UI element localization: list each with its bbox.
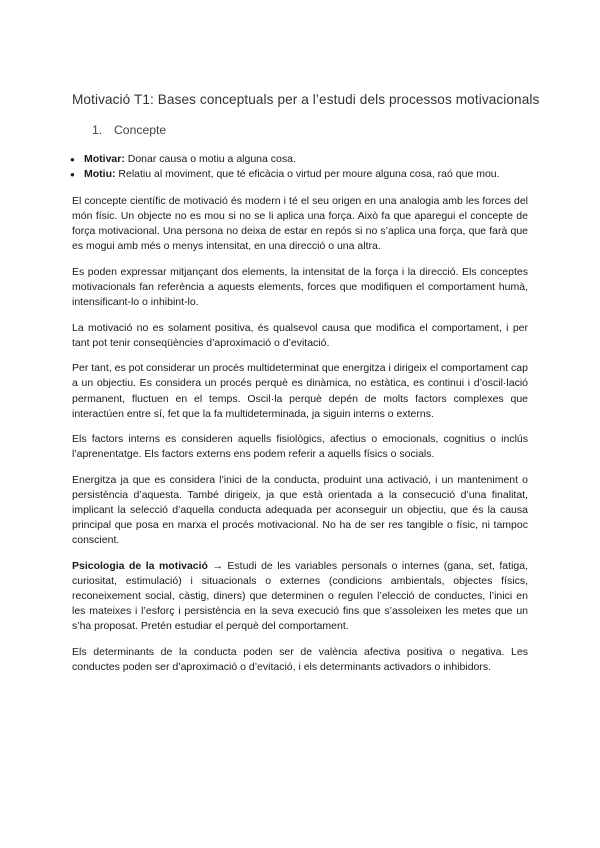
definition-term: Motivar: [84, 153, 125, 165]
definition-text: Relatiu al moviment, que té eficàcia o virtud per moure alguna cosa, raó que mou. [115, 168, 500, 180]
paragraph-concepte-cientific: El concepte científic de motivació és modern i té el seu origen en una analogia amb les forces del món físic. Un objecte no es mou si no se li aplica una força. Això fa que aparegui el concepte de força motivacional. Una persona no deixa de estar en repós si no s’aplica una força, que farà que es mogui amb més o menys intensitat, en una direcció o una altra. [72, 195, 528, 253]
section-title: Concepte [114, 123, 167, 137]
bullet-icon: ● [70, 170, 75, 179]
paragraph-energitza: Energitza ja que es considera l’inici de la conducta, produint una activació, i un manteniment o persistència d’aquesta. També dirigeix, ja que està orientada a la consecució d’una finalitat, implicant la selecció d’aquella conducta adequada per aconseguir un objectiu, que és la causa principal que posa en marxa el procés motivacional. No ha de ser res tangible o físic, ni tampoc conscient. [72, 473, 528, 547]
bullet-icon: ● [70, 155, 75, 164]
paragraph-term-text: → Estudi de les variables personals o internes (gana, set, fatiga, curiositat, estimulació) i situacionals o externes (condicions ambientals, objectes físics, reconeixement social, càstig, diners) que determinen o regulen l’elecció de conductes, l’inici en les mateixes i l’esforç i persistència en la seva execució fins que s’assoleixen les metes que un s’ha proposat. Pretén estudiar el perquè del comportament. [72, 559, 528, 633]
definition-item-motivar [70, 152, 528, 167]
section-heading [92, 123, 528, 137]
paragraph-positiva: La motivació no es solament positiva, és qualsevol causa que modifica el comportament, i per tant pot tenir conseqüències d’aproximació o d’evitació. [72, 321, 528, 349]
paragraph-factors: Els factors interns es consideren aquells fisiològics, afectius o emocionals, cognitius o inclús l’aprenentatge. Els factors externs ens podem referir a aquells físics o socials. [72, 433, 528, 461]
paragraph-psicologia-motivacio [72, 559, 528, 634]
paragraph-proces-multideterminat: Per tant, es pot considerar un procés multideterminat que energitza i dirigeix el comportament cap a un objectiu. Es considera un procés perquè es dinàmica, no estàtica, es continui i d’oscil·lació permanent, fluctuen en el temps. Oscil·la perquè depén de molts factors complexes que interactúen entre sí, fet que la fa multideterminada, ja siguin interns o externs. [72, 362, 528, 420]
paragraph-elements: Es poden expressar mitjançant dos elements, la intensitat de la força i la direcció. Els conceptes motivacionals fan referència a aquests elements, forces que modifiquen el comportament humà, intensificant-lo o inhibint-lo. [72, 265, 528, 309]
document-title: Motivació T1: Bases conceptuals per a l’estudi dels processos motivacionals [72, 92, 540, 107]
definition-item-motiu [70, 167, 528, 182]
paragraph-determinants: Els determinants de la conducta poden ser de valència afectiva positiva o negativa. Les conductes poden ser d’aproximació o d’evitació, i els determinants activadors o inhibidors. [72, 645, 528, 673]
section-number: 1. [92, 123, 103, 137]
paragraph-term: Psicologia de la motivació [72, 559, 208, 572]
definition-text: Donar causa o motiu a alguna cosa. [124, 153, 296, 165]
definition-term: Motiu: [84, 168, 116, 180]
definition-list [72, 152, 528, 182]
